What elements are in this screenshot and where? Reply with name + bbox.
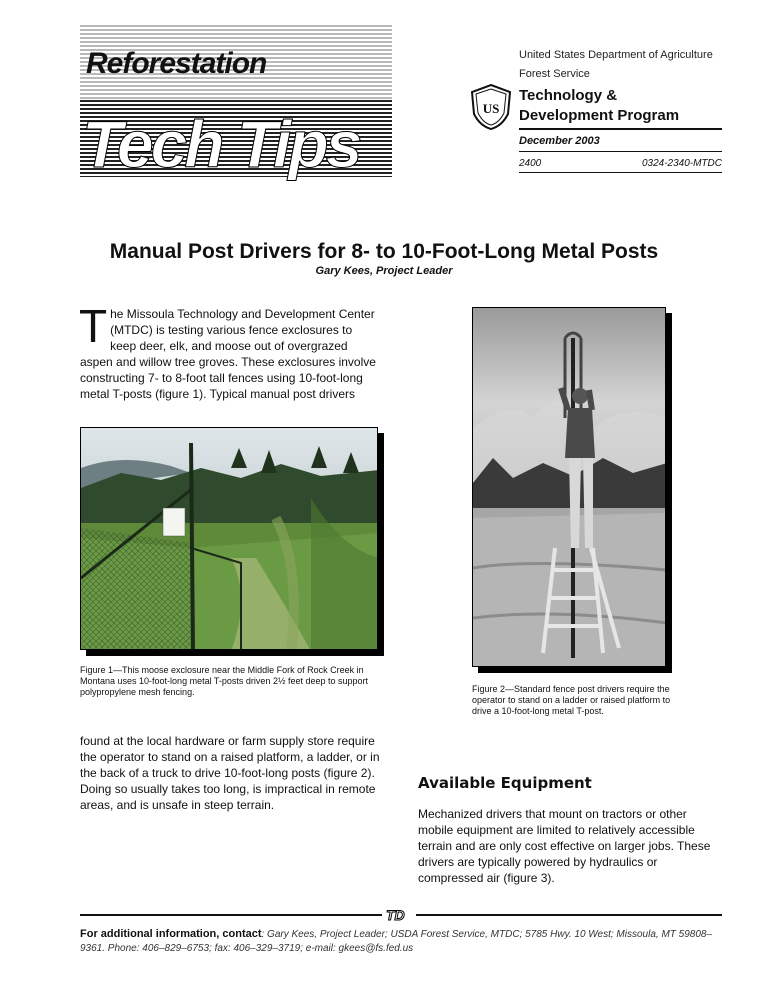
contact-label: For additional information, contact [80, 928, 262, 940]
program-line-2: Development Program [519, 107, 680, 124]
header-rule-bottom [519, 172, 722, 173]
drop-cap: T [79, 300, 108, 352]
series-title-main: Tech Tips [82, 107, 360, 181]
svg-text:US: US [482, 101, 500, 116]
moose-exclosure-image [81, 428, 378, 650]
program-name [519, 86, 679, 126]
section-paragraph: Mechanized drivers that mount on tractors or other mobile equipment are limited to relatively accessible terrain and are only cost effective on larger jobs. These drivers are typically powered by hydraulics or compressed air (figure 3). [418, 807, 711, 885]
header-rule-middle [519, 151, 722, 152]
service-name: Forest Service [519, 68, 590, 80]
figure-2-photo [472, 307, 666, 667]
section-heading: Available Equipment [418, 774, 592, 792]
forest-service-shield-icon [470, 84, 512, 130]
program-line-1: Technology & [519, 87, 618, 104]
masthead-banner [80, 25, 392, 181]
article-author: Gary Kees, Project Leader [315, 265, 453, 277]
department-name: United States Department of Agriculture [519, 49, 713, 61]
publication-date: December 2003 [519, 135, 600, 147]
figure-1-photo [80, 427, 378, 650]
series-title-top: Reforestation [86, 47, 267, 80]
footer-rule-right [416, 914, 722, 916]
agency-block [519, 46, 713, 84]
figure-1-caption: Figure 1—This moose exclosure near the Middle Fork of Rock Creek in Montana uses 10-foot-long metal T-posts driven 2½ feet deep to support polypropylene mesh fencing. [80, 665, 369, 697]
header-rule-top [519, 128, 722, 130]
figure-2-caption: Figure 2—Standard fence post drivers require the operator to stand on a ladder or raised platform to drive a 10-foot-long metal T-post. [472, 684, 671, 716]
intro-paragraph [79, 300, 380, 402]
footer-rule-left [80, 914, 382, 916]
series-number: 2400 [519, 158, 542, 169]
td-logo: TD [386, 907, 405, 923]
intro-text: he Missoula Technology and Development Center (MTDC) is testing various fence exclosures to keep deer, elk, and moose out of overgrazed aspen and willow tree groves. These exclosures involve constructing 7- to 8-foot tall fences using 10-foot-long metal T-posts (figure 1). Typical manual post drivers [80, 307, 376, 401]
contact-details: : Gary Kees, Project Leader; USDA Forest Service, MTDC; 5785 Hwy. 10 West; Missoula, MT 59808–9361. Phone: 406–829–6753; fax: 406–329–3719; e-mail: gkees@fs.fed.us [80, 929, 713, 954]
footer-contact [80, 927, 725, 956]
article-title: Manual Post Drivers for 8- to 10-Foot-Long Metal Posts [109, 240, 659, 263]
post-driver-ladder-image [473, 308, 666, 667]
document-code: 0324-2340-MTDC [641, 158, 722, 169]
continuation-paragraph: found at the local hardware or farm supply store require the operator to stand on a raised platform, a ladder, or in the back of a truck to drive 10-foot-long posts (figure 2). Doing so usually takes too long, is impractical in remote areas, and is unsafe in steep terrain. [80, 734, 380, 812]
